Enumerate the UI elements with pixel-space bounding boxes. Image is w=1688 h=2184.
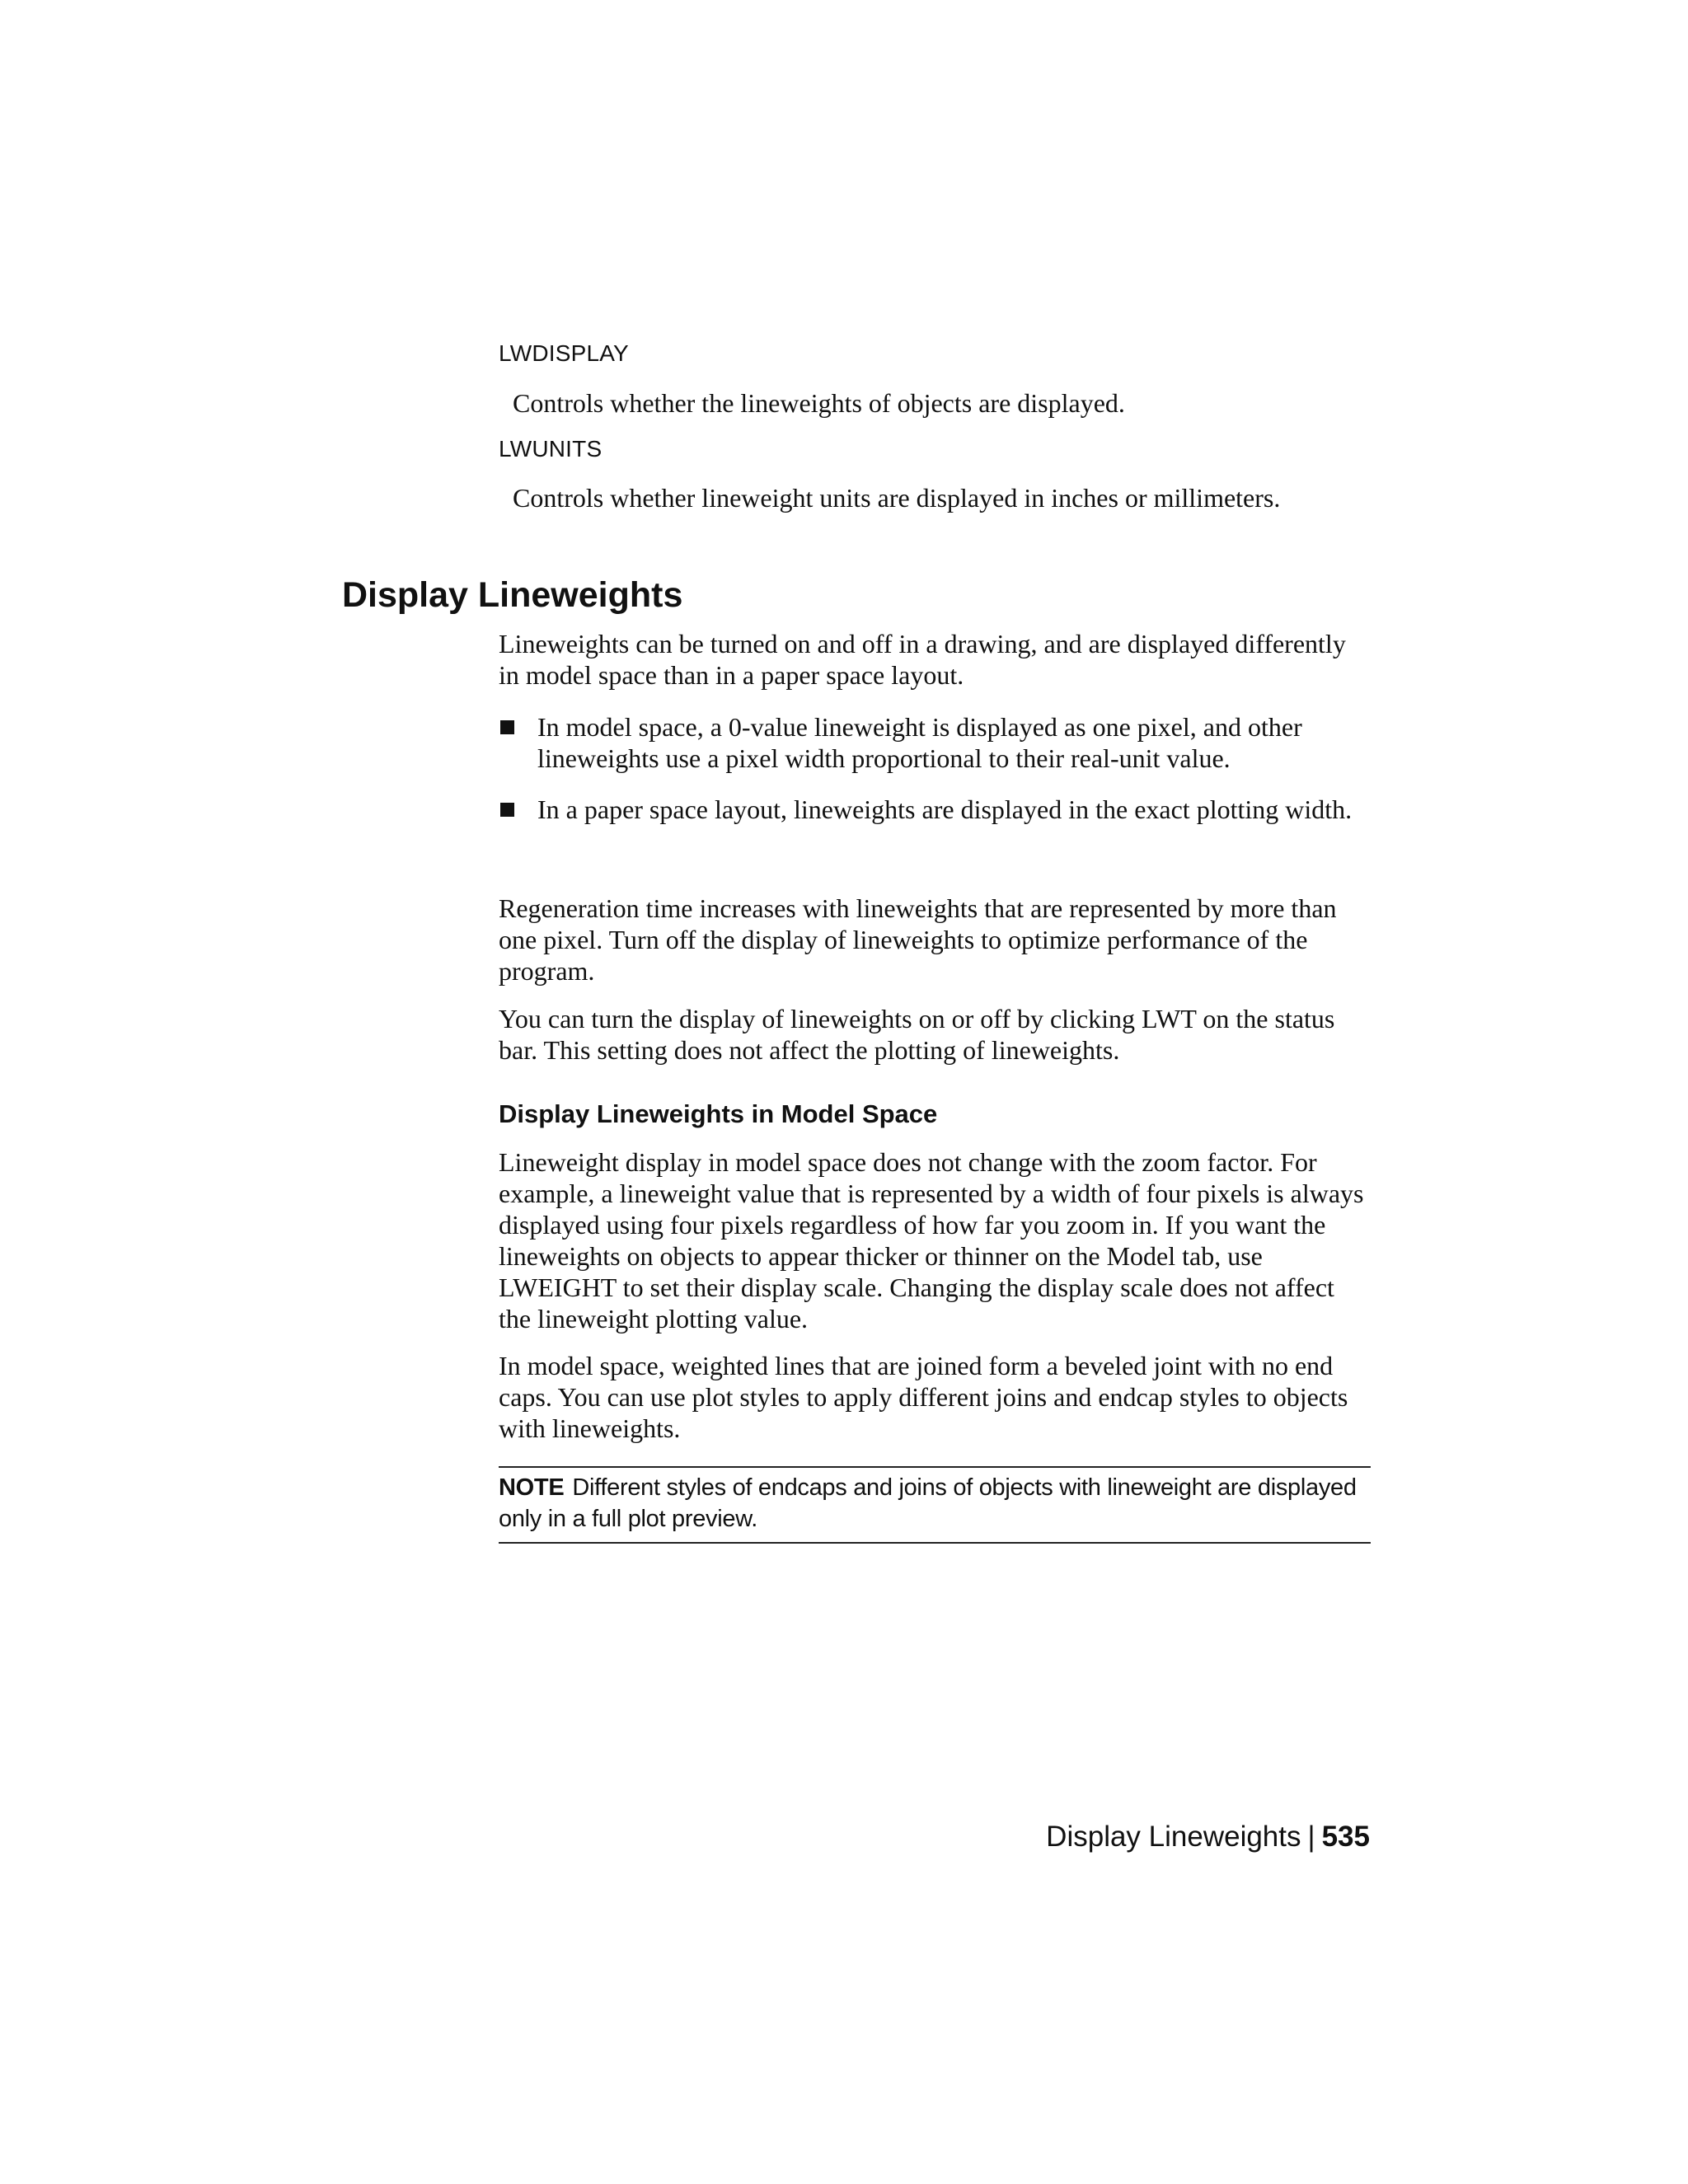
page-number: 535 xyxy=(1321,1821,1370,1853)
footer-separator: | xyxy=(1307,1821,1315,1853)
note-box xyxy=(499,1472,1372,1535)
subsection-heading: Display Lineweights in Model Space xyxy=(499,1099,938,1128)
bullet-item: In a paper space layout, lineweights are displayed in the exact plotting width. xyxy=(537,794,1353,824)
bullet-marker xyxy=(500,720,514,734)
bullet-item: In model space, a 0-value lineweight is displayed as one pixel, and other lineweights use a pixel width proportional to their real-unit value. xyxy=(537,712,1302,773)
note-bottom-rule xyxy=(499,1542,1371,1544)
bullet-marker xyxy=(500,803,514,817)
body-paragraph: Regeneration time increases with lineweights that are represented by more than one pixel. Turn off the display of lineweights to optimize performance of the program. xyxy=(499,893,1337,986)
note-top-rule xyxy=(499,1466,1371,1468)
subsection-paragraph: In model space, weighted lines that are joined form a beveled joint with no end caps. You can use plot styles to apply different joins and endcap styles to objects with lineweights. xyxy=(499,1351,1348,1443)
body-paragraph: You can turn the display of lineweights on or off by clicking LWT on the status bar. This setting does not affect the plotting of lineweights. xyxy=(499,1004,1335,1065)
note-text: Different styles of endcaps and joins of objects with lineweight are displayed only in a full plot preview. xyxy=(499,1474,1357,1532)
note-label: NOTE xyxy=(499,1474,565,1501)
term-lwunits-description: Controls whether lineweight units are displayed in inches or millimeters. xyxy=(513,483,1281,513)
subsection-paragraph: Lineweight display in model space does not change with the zoom factor. For example, a lineweight value that is represented by a width of four pixels is always displayed using four pixels regardless of how far you zoom in. If you want the lineweights on objects to appear thicker or thinner on the Model tab, use LWEIGHT to set their display scale. Changing the display scale does not affect the lineweight plotting value. xyxy=(499,1147,1364,1333)
section-heading: Display Lineweights xyxy=(342,575,683,615)
footer-title: Display Lineweights xyxy=(1046,1821,1301,1853)
page-footer xyxy=(1046,1820,1370,1854)
term-lwunits: LWUNITS xyxy=(499,436,603,462)
term-lwdisplay-description: Controls whether the lineweights of objects are displayed. xyxy=(513,388,1125,418)
term-lwdisplay: LWDISPLAY xyxy=(499,340,629,366)
section-intro: Lineweights can be turned on and off in a drawing, and are displayed differently in model space than in a paper space layout. xyxy=(499,629,1346,690)
